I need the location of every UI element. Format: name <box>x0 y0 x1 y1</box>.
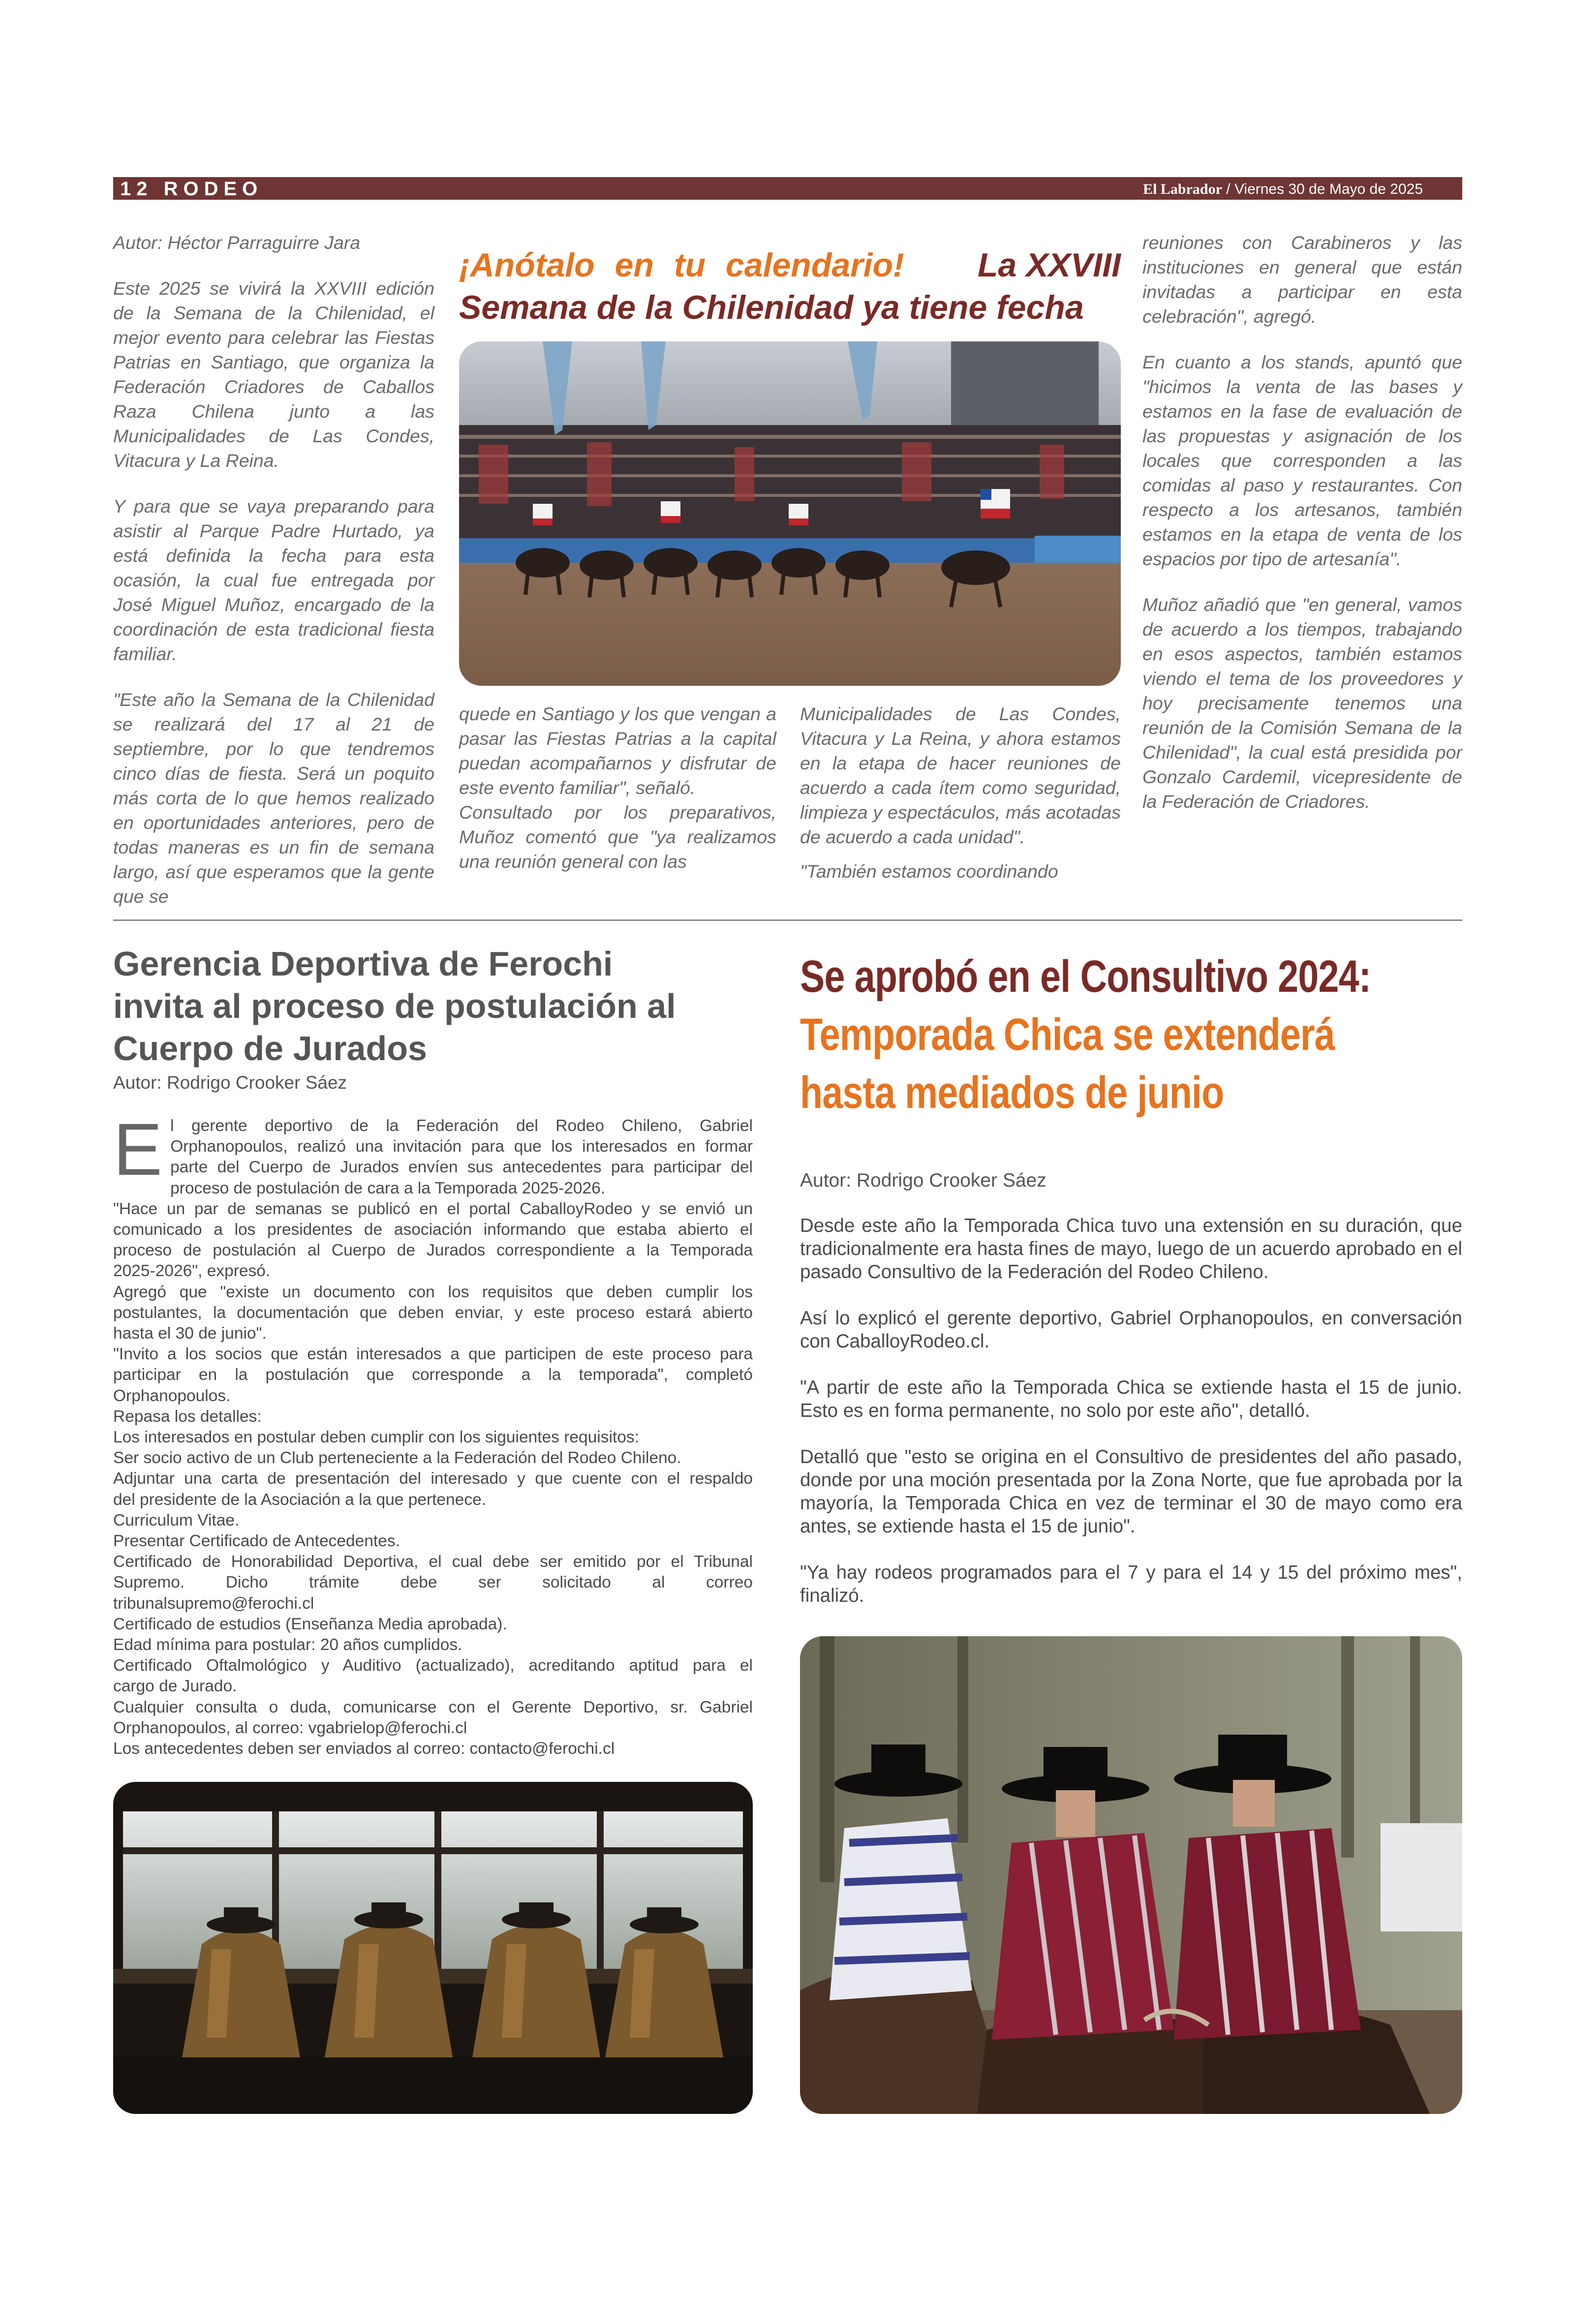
article3-headline-line1: Se aprobó en el Consultivo 2024: <box>800 951 1371 1002</box>
article2-headline <box>113 943 676 1070</box>
article1-col2 <box>459 702 776 874</box>
article2-line: Adjuntar una carta de presentación del interesado y que cuente con el respaldo <box>113 1469 753 1488</box>
article1-headline-rest: La XXVIII <box>978 246 1121 284</box>
article2-line: Agregó que "existe un documento con los requisitos que deben cumplir los <box>113 1283 753 1301</box>
article1-paragraph: En cuanto a los stands, apuntó que "hicimos la venta de las bases y estamos en la fase de evaluación de las propuestas y asignación de los locales que corresponden a las comidas al paso y restaurantes. Con respecto a los artesanos, también estamos en la etapa de venta de los espacios por tipo de artesanía". <box>1142 352 1462 569</box>
article1-headline <box>459 244 1121 329</box>
section-divider <box>113 919 1462 921</box>
article2-line: Presentar Certificado de Antecedentes. <box>113 1532 400 1551</box>
article2-body <box>113 1108 753 1759</box>
article1-col3 <box>800 702 1121 884</box>
article2-line: del presidente de la Asociación a la que pertenece. <box>113 1490 487 1509</box>
article1-col1 <box>113 230 434 909</box>
article2-line: Edad mínima para postular: 20 años cumplidos. <box>113 1636 462 1654</box>
publication-name: El Labrador <box>1143 181 1222 197</box>
article2-line: Los antecedentes deben ser enviados al correo: contacto@ferochi.cl <box>113 1740 615 1758</box>
article1-paragraph: Y para que se vaya preparando para asistir al Parque Padre Hurtado, ya está definida la fecha para esta ocasión, la cual fue entregada por José Miguel Muñoz, encargado de la coordinación de esta tradicional fiesta familiar. <box>113 496 434 664</box>
article2-dropcap: E <box>113 1108 163 1191</box>
article2-line: 2025-2026", expresó. <box>113 1262 271 1281</box>
page-header-bar <box>113 177 1462 200</box>
article3-photo-huasos <box>800 1636 1462 2114</box>
article2-line: Ser socio activo de un Club perteneciente a la Federación del Rodeo Chileno. <box>113 1449 681 1468</box>
article1-paragraph: Este 2025 se vivirá la XXVIII edición de la Semana de la Chilenidad, el mejor evento para celebrar las Fiestas Patrias en Santiago, que organiza la Federación Criadores de Caballos Raza Chilena junto a las Municipalidades de Las Condes, Vitacura y La Reina. <box>113 278 434 471</box>
article3-headline-line3: hasta mediados de junio <box>800 1068 1224 1118</box>
section-label: 12 RODEO <box>120 178 263 200</box>
article2-line: postulantes, la documentación que deben enviar, y este proceso estará abierto <box>113 1303 753 1322</box>
article2-line: tribunalsupremo@ferochi.cl <box>113 1594 314 1613</box>
issue-date: / Viernes 30 de Mayo de 2025 <box>1222 181 1423 197</box>
article2-line: Curriculum Vitae. <box>113 1511 240 1529</box>
article2-line: Orphanopoulos, al correo: vgabrielop@ferochi.cl <box>113 1718 467 1737</box>
article3-headline-line2: Temporada Chica se extenderá <box>800 1009 1335 1060</box>
article1-paragraph: reuniones con Carabineros y las instituciones en general que están invitadas a participar en esta celebración", agregó. <box>1142 232 1462 327</box>
article2-line: Certificado de estudios (Enseñanza Media aprobada). <box>113 1615 507 1633</box>
article3-paragraph: Así lo explicó el gerente deportivo, Gabriel Orphanopoulos, en conversación con CaballoyRodeo.cl. <box>800 1308 1462 1352</box>
article1-headline-highlight: ¡Anótalo en tu calendario! <box>459 246 904 284</box>
article2-headline-line: Cuerpo de Jurados <box>113 1029 427 1068</box>
article1-paragraph: Consultado por los preparativos, Muñoz comentó que "ya realizamos una reunión general con las <box>459 802 776 872</box>
article2-line: proceso de postulación al Cuerpo de Jurados correspondiente a la Temporada <box>113 1241 753 1260</box>
article2-line: l gerente deportivo de la Federación del Rodeo Chileno, Gabriel <box>170 1117 753 1135</box>
article2-line: participar en la postulación que corresponde a la temporada", completó <box>113 1366 753 1384</box>
article1-headline-line2: Semana de la Chilenidad ya tiene fecha <box>459 289 1084 326</box>
article2-line: hasta el 30 de junio". <box>113 1324 267 1343</box>
article2-line: "Hace un par de semanas se publicó en el portal CaballoyRodeo y se envió un <box>113 1199 753 1218</box>
article2-headline-line: Gerencia Deportiva de Ferochi <box>113 945 613 983</box>
article1-author: Autor: Héctor Parraguirre Jara <box>113 232 361 253</box>
article2-line: cargo de Jurado. <box>113 1677 237 1696</box>
article2-line: Orphanopoulos. <box>113 1386 231 1405</box>
article2-line: Los interesados en postular deben cumplir con los siguientes requisitos: <box>113 1428 639 1447</box>
article2-line: Cualquier consulta o duda, comunicarse con el Gerente Deportivo, sr. Gabriel <box>113 1698 753 1716</box>
article1-photo-rodeo-parade <box>459 341 1121 686</box>
article1-paragraph: Municipalidades de Las Condes, Vitacura y La Reina, y ahora estamos en la etapa de hacer reuniones de acuerdo a cada ítem como seguridad, limpieza y espectáculos, más acotadas de acuerdo a cada unidad". <box>800 703 1121 847</box>
article2-line: parte del Cuerpo de Jurados envíen sus antecedentes para participar del <box>170 1158 753 1177</box>
article2-photo-judges <box>113 1782 753 2114</box>
article2-lines <box>113 1108 753 1759</box>
article3-paragraph: "Ya hay rodeos programados para el 7 y para el 14 y 15 del próximo mes", finalizó. <box>800 1562 1462 1606</box>
article1-paragraph: "Este año la Semana de la Chilenidad se realizará del 17 al 21 de septiembre, por lo que tendremos cinco días de fiesta. Será un poquito más corta de lo que hemos realizado en oportunidades anteriores, pero de todas maneras es un fin de semana largo, así que esperamos que la gente que se <box>113 689 434 907</box>
article2-headline-line: invita al proceso de postulación al <box>113 987 676 1025</box>
article2-line: Repasa los detalles: <box>113 1407 262 1426</box>
publication-date <box>1143 181 1423 198</box>
article1-paragraph: quede en Santiago y los que vengan a pasar las Fiestas Patrias a la capital puedan acompañarnos y disfrutar de este evento familiar", señaló. <box>459 703 776 798</box>
article2-line: Certificado Oftalmológico y Auditivo (actualizado), acreditando aptitud para el <box>113 1656 753 1675</box>
article2-line: Certificado de Honorabilidad Deportiva, el cual debe ser emitido por el Tribunal <box>113 1553 753 1571</box>
article1-paragraph: "También estamos coordinando <box>800 861 1058 882</box>
article2-line: "Invito a los socios que están interesados a que participen de este proceso para <box>113 1345 753 1364</box>
article2-line: comunicado a los presidentes de asociación informando que estaba abierto el <box>113 1221 753 1239</box>
article2-line: proceso de postulación de cara a la Temporada 2025-2026. <box>170 1179 606 1197</box>
article3-paragraph: Detalló que "esto se origina en el Consultivo de presidentes del año pasado, donde por una moción presentada por la Zona Norte, que fue aprobada por la mayoría, la Temporada Chica en vez de terminar el 30 de mayo como era antes, se extiende hasta el 15 de junio". <box>800 1446 1462 1537</box>
article3-body <box>800 1214 1462 1630</box>
article1-paragraph: Muñoz añadió que "en general, vamos de acuerdo a los tiempos, trabajando en esos aspectos, también estamos viendo el tema de los proveedores y hoy precisamente tenemos una reunión de la Comisión Semana de la Chilenidad", la cual está presidida por Gonzalo Cardemil, vicepresidente de la Federación de Criadores. <box>1142 594 1462 812</box>
article3-byline: Autor: Rodrigo Crooker Sáez <box>800 1170 1046 1191</box>
article2-line: Supremo. Dicho trámite debe ser solicitado al correo <box>113 1573 753 1592</box>
article2-line: Orphanopoulos, realizó una invitación para que los interesados en formar <box>170 1137 753 1156</box>
article3-paragraph: Desde este año la Temporada Chica tuvo una extensión en su duración, que tradicionalmente era hasta fines de mayo, luego de un acuerdo aprobado en el pasado Consultivo de la Federación del Rodeo Chileno. <box>800 1215 1462 1283</box>
article3-paragraph: "A partir de este año la Temporada Chica se extiende hasta el 15 de junio. Esto es en forma permanente, no solo por este año", detalló. <box>800 1377 1462 1421</box>
article1-col4 <box>1142 230 1462 814</box>
article2-byline: Autor: Rodrigo Crooker Sáez <box>113 1072 347 1093</box>
